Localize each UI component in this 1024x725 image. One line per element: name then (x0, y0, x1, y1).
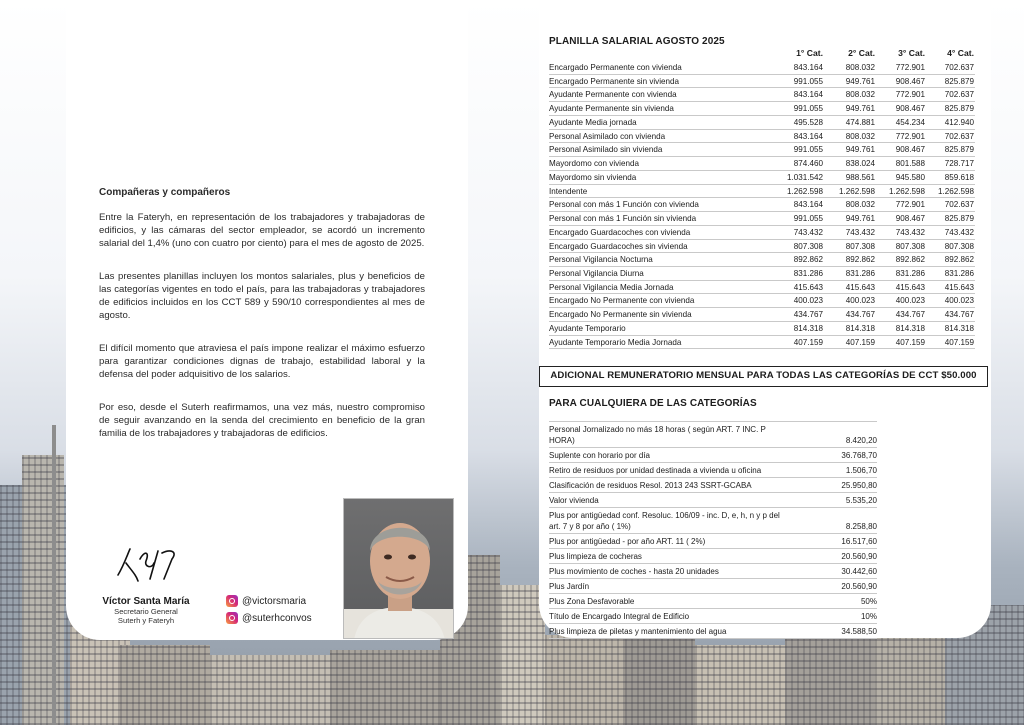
instagram-icon (226, 595, 238, 607)
row-label: Encargado Guardacoches sin vivienda (549, 241, 688, 251)
table-cell: 843.164 (793, 63, 823, 72)
table-cell: 454.234 (895, 117, 925, 127)
table-cell: 831.286 (895, 269, 925, 279)
table-cell: 415.643 (845, 282, 875, 292)
table-cell: 874.460 (793, 159, 823, 169)
table-cell: 808.032 (845, 90, 875, 100)
social-handle: @suterhconvos (242, 612, 312, 624)
salary-table-header (549, 47, 975, 61)
table-cell: 991.055 (793, 214, 823, 224)
table-cell: 415.643 (895, 282, 925, 292)
handwritten-signature (114, 545, 194, 585)
table-cell: 949.761 (845, 214, 875, 224)
row-label: Encargado Permanente sin vivienda (549, 76, 680, 86)
item-label: Plus limpieza de piletas y mantenimiento del agua (549, 626, 727, 636)
table-cell: 892.862 (895, 255, 925, 265)
social-handle: @victorsmaria (242, 595, 307, 607)
table-cell: 808.032 (845, 131, 875, 141)
item-label: Plus por antigüedad conf. Resoluc. 106/09 - inc. D, e, h, n y p del art. 7 y 8 por año ( 1%) (549, 510, 780, 531)
table-cell: 702.637 (944, 90, 974, 100)
social-link-victorsmaria[interactable] (226, 595, 312, 607)
table-row (549, 185, 975, 199)
table-row (549, 253, 975, 267)
item-value: 8.420,20 (845, 435, 877, 445)
table-cell: 1.262.598 (937, 186, 974, 196)
list-item (549, 478, 877, 493)
table-cell: 838.024 (845, 159, 875, 169)
item-value: 20.560,90 (841, 551, 877, 561)
item-value: 8.258,80 (845, 521, 877, 531)
table-cell: 407.159 (793, 337, 823, 347)
table-cell: 949.761 (845, 145, 875, 155)
table-cell: 807.308 (793, 241, 823, 251)
list-item (549, 463, 877, 478)
row-label: Encargado Permanente con vivienda (549, 63, 682, 72)
signer-name: Víctor Santa María (102, 596, 190, 607)
table-row (549, 198, 975, 212)
row-label: Ayudante Media jornada (549, 117, 637, 127)
table-cell: 814.318 (944, 323, 974, 333)
table-cell: 908.467 (895, 214, 925, 224)
instagram-icon (226, 612, 238, 624)
table-cell: 991.055 (793, 145, 823, 155)
item-value: 30.442,60 (841, 566, 877, 576)
table-row (549, 75, 975, 89)
table-row (549, 171, 975, 185)
table-cell: 807.308 (944, 241, 974, 251)
list-item (549, 579, 877, 594)
table-row (549, 61, 975, 75)
table-cell: 1.031.542 (786, 172, 823, 182)
table-cell: 945.580 (895, 172, 925, 182)
table-row (549, 130, 975, 144)
letter-body (99, 186, 425, 460)
portrait-photo (343, 498, 454, 639)
table-row (549, 308, 975, 322)
table-row (549, 226, 975, 240)
item-value: 5.535,20 (845, 495, 877, 505)
row-label: Personal Vigilancia Media Jornada (549, 282, 674, 292)
table-cell: 991.055 (793, 76, 823, 86)
item-label: Título de Encargado Integral de Edificio (549, 611, 690, 621)
row-label: Ayudante Permanente con vivienda (549, 90, 677, 100)
list-item (549, 534, 877, 549)
table-cell: 825.879 (944, 145, 974, 155)
table-cell: 814.318 (793, 323, 823, 333)
table-cell: 908.467 (895, 76, 925, 86)
table-cell: 702.637 (944, 200, 974, 210)
table-cell: 825.879 (944, 76, 974, 86)
row-label: Personal con más 1 Función con vivienda (549, 200, 699, 210)
table-row (549, 116, 975, 130)
letter-paragraph: Entre la Fateryh, en representación de los trabajadores y trabajadoras de edificios, y las cámaras del sector empleador, se acordó un incremento salarial del 1,4% (uno con cuatro por ciento) para el mes de agosto de 2025. (99, 212, 425, 249)
item-label: Plus Zona Desfavorable (549, 596, 635, 606)
table-cell: 702.637 (944, 63, 974, 72)
list-item (549, 448, 877, 463)
table-cell: 772.901 (895, 131, 925, 141)
item-label: Valor vivienda (549, 495, 599, 505)
table-cell: 400.023 (793, 296, 823, 306)
social-links (226, 595, 312, 629)
row-label: Personal Asimilado con vivienda (549, 131, 666, 141)
salary-panel (539, 0, 991, 638)
table-cell: 412.940 (944, 117, 974, 127)
list-item (549, 594, 877, 609)
row-label: Encargado No Permanente sin vivienda (549, 310, 692, 320)
table-cell: 831.286 (845, 269, 875, 279)
row-label: Personal Asimilado sin vivienda (549, 145, 663, 155)
table-row (549, 281, 975, 295)
row-label: Ayudante Temporario (549, 323, 626, 333)
table-cell: 892.862 (944, 255, 974, 265)
item-label: Plus movimiento de coches - hasta 20 unidades (549, 566, 719, 576)
additional-payment-banner: ADICIONAL REMUNERATORIO MENSUAL PARA TODAS LAS CATEGORÍAS DE CCT $50.000 (539, 366, 988, 387)
table-cell: 743.432 (845, 227, 875, 237)
signer-organization: Suterh y Fateryh (117, 616, 175, 625)
extras-table (549, 421, 877, 639)
salary-table-title: PLANILLA SALARIAL AGOSTO 2025 (549, 36, 725, 47)
column-header: 2° Cat. (848, 48, 875, 58)
table-cell: 908.467 (895, 104, 925, 114)
table-cell: 814.318 (845, 323, 875, 333)
table-cell: 892.862 (793, 255, 823, 265)
letter-paragraph: El difícil momento que atraviesa el país impone realizar el máximo esfuerzo para garantizar condiciones dignas de trabajo, estabilidad laboral y la defensa del poder adquisitivo de los salarios. (99, 343, 425, 380)
item-value: 1.506,70 (845, 465, 877, 475)
table-cell: 843.164 (793, 131, 823, 141)
table-cell: 415.643 (793, 282, 823, 292)
row-label: Personal con más 1 Función sin vivienda (549, 214, 697, 224)
table-cell: 772.901 (895, 200, 925, 210)
row-label: Personal Vigilancia Diurna (549, 269, 644, 279)
table-cell: 1.262.598 (838, 186, 875, 196)
table-cell: 814.318 (895, 323, 925, 333)
table-cell: 434.767 (895, 310, 925, 320)
table-cell: 808.032 (845, 63, 875, 72)
table-cell: 728.717 (944, 159, 974, 169)
item-value: 36.768,70 (841, 450, 877, 460)
table-cell: 825.879 (944, 104, 974, 114)
table-cell: 949.761 (845, 76, 875, 86)
table-cell: 434.767 (845, 310, 875, 320)
list-item (549, 624, 877, 639)
table-row (549, 143, 975, 157)
item-value: 10% (860, 611, 877, 621)
item-label: Suplente con horario por día (549, 450, 650, 460)
row-label: Encargado No Permanente con vivienda (549, 296, 695, 306)
row-label: Ayudante Temporario Media Jornada (549, 337, 682, 347)
signer-role: Secretario General (114, 607, 178, 616)
table-cell: 991.055 (793, 104, 823, 114)
column-header: 4° Cat. (947, 48, 974, 58)
letter-panel (66, 0, 468, 640)
letter-paragraph: Por eso, desde el Suterh reafirmamos, una vez más, nuestro compromiso de seguir avanzando en la senda del crecimiento en beneficio de la gran familia de los trabajadores y trabajadoras de edificios. (99, 402, 425, 439)
item-label: Plus por antigüedad - por año ART. 11 ( 2%) (549, 536, 706, 546)
table-cell: 908.467 (895, 145, 925, 155)
item-label: Plus limpieza de cocheras (549, 551, 642, 561)
row-label: Personal Vigilancia Nocturna (549, 255, 653, 265)
row-label: Mayordomo sin vivienda (549, 172, 637, 182)
list-item (549, 493, 877, 508)
table-cell: 434.767 (793, 310, 823, 320)
table-cell: 743.432 (793, 227, 823, 237)
table-cell: 400.023 (845, 296, 875, 306)
table-row (549, 88, 975, 102)
table-cell: 407.159 (845, 337, 875, 347)
table-cell: 743.432 (895, 227, 925, 237)
row-label: Intendente (549, 186, 588, 196)
row-label: Encargado Guardacoches con vivienda (549, 227, 691, 237)
table-cell: 825.879 (944, 214, 974, 224)
item-value: 16.517,60 (841, 536, 877, 546)
item-label: Plus Jardín (549, 581, 590, 591)
item-label: Personal Jornalizado no más 18 horas ( según ART. 7 INC. P HORA) (549, 424, 766, 445)
item-label: Retiro de residuos por unidad destinada a vivienda u oficina (549, 465, 762, 475)
table-cell: 1.262.598 (786, 186, 823, 196)
column-header: 3° Cat. (898, 48, 925, 58)
table-row (549, 157, 975, 171)
signer-block (89, 596, 203, 625)
table-cell: 743.432 (944, 227, 974, 237)
column-header: 1° Cat. (796, 48, 823, 58)
table-cell: 400.023 (895, 296, 925, 306)
table-cell: 892.862 (845, 255, 875, 265)
table-cell: 807.308 (895, 241, 925, 251)
table-row (549, 322, 975, 336)
row-label: Mayordomo con vivienda (549, 159, 639, 169)
table-cell: 801.588 (895, 159, 925, 169)
table-cell: 843.164 (793, 90, 823, 100)
list-item (549, 508, 877, 534)
table-cell: 949.761 (845, 104, 875, 114)
letter-heading: Compañeras y compañeros (99, 187, 231, 198)
list-item (549, 564, 877, 579)
extras-title: PARA CUALQUIERA DE LAS CATEGORÍAS (549, 398, 757, 409)
table-row (549, 240, 975, 254)
social-link-suterhconvos[interactable] (226, 612, 312, 624)
table-cell: 772.901 (895, 63, 925, 72)
letter-paragraph: Las presentes planillas incluyen los montos salariales, plus y beneficios de las categorías vigentes en todo el país, para las trabajadoras y trabajadores de edificios incluidos en los CCT 589 y 590/10 correspondientes al mes de agosto. (99, 271, 425, 321)
list-item (549, 609, 877, 624)
list-item (549, 549, 877, 564)
table-cell: 1.262.598 (888, 186, 925, 196)
table-cell: 407.159 (895, 337, 925, 347)
row-label: Ayudante Permanente sin vivienda (549, 104, 674, 114)
table-cell: 859.618 (944, 172, 974, 182)
table-cell: 407.159 (944, 337, 974, 347)
table-cell: 831.286 (944, 269, 974, 279)
table-cell: 434.767 (944, 310, 974, 320)
table-row (549, 267, 975, 281)
table-cell: 808.032 (845, 200, 875, 210)
table-row (549, 212, 975, 226)
table-cell: 988.561 (845, 172, 875, 182)
item-value: 25.950,80 (841, 480, 877, 490)
table-cell: 702.637 (944, 131, 974, 141)
table-row (549, 294, 975, 308)
table-cell: 415.643 (944, 282, 974, 292)
list-item (549, 422, 877, 448)
table-cell: 772.901 (895, 90, 925, 100)
table-cell: 474.881 (845, 117, 875, 127)
item-label: Clasificación de residuos Resol. 2013 243 SSRT-GCABA (549, 480, 752, 490)
item-value: 50% (860, 596, 877, 606)
item-value: 34.588,50 (841, 626, 877, 636)
table-cell: 400.023 (944, 296, 974, 306)
table-cell: 831.286 (793, 269, 823, 279)
table-cell: 495.528 (793, 117, 823, 127)
table-row (549, 102, 975, 116)
table-cell: 807.308 (845, 241, 875, 251)
table-row (549, 336, 975, 350)
item-value: 20.560,90 (841, 581, 877, 591)
table-cell: 843.164 (793, 200, 823, 210)
salary-table (549, 61, 975, 349)
